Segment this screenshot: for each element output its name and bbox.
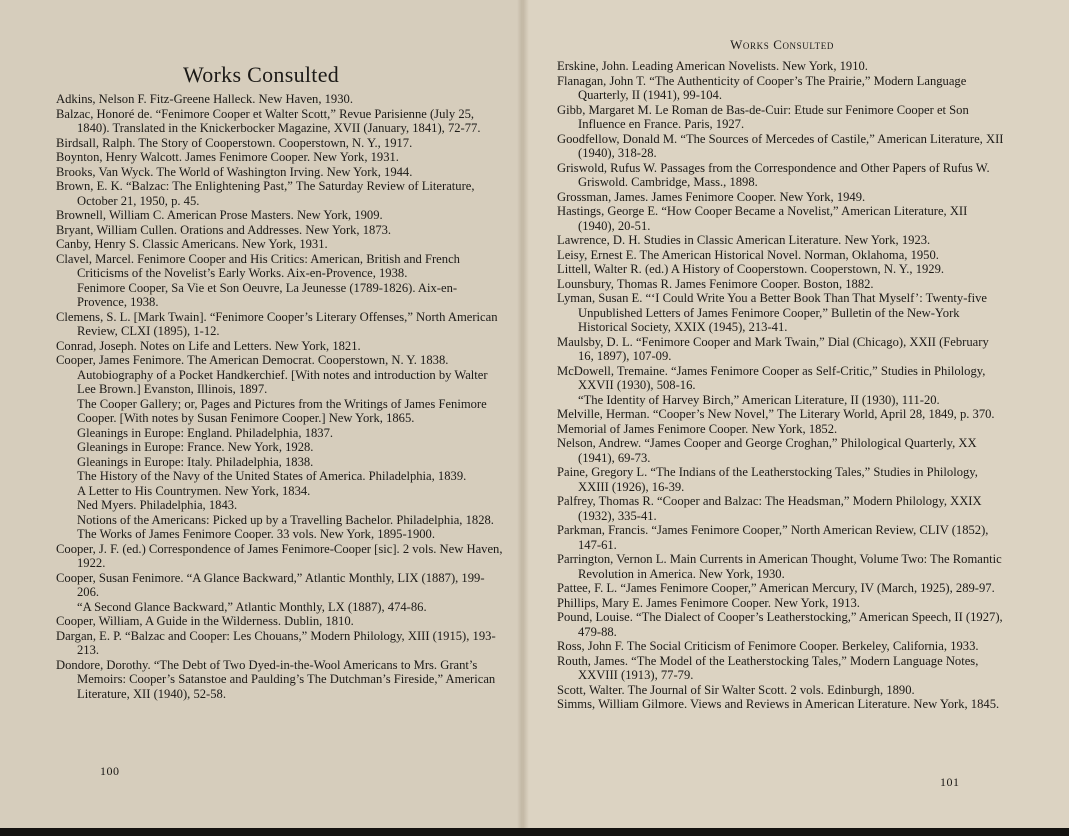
bibliography-entry: Erskine, John. Leading American Novelists. New York, 1910. [557,59,868,73]
bibliography-entry: Gleanings in Europe: France. New York, 1928. [77,440,314,454]
bibliography-entry: Palfrey, Thomas R. “Cooper and Balzac: The Headsman,” Modern Philology, XXIX (1932), 335-41. [557,494,982,523]
scan-edge [0,828,1069,836]
bibliography-entry: A Letter to His Countrymen. New York, 1834. [77,483,311,498]
bibliography-entry: Flanagan, John T. “The Authenticity of Cooper’s The Prairie,” Modern Language Quarterly, II (1941), 99-104. [557,73,967,102]
bibliography-entry: “The Identity of Harvey Birch,” American Literature, II (1930), 111-20. [578,392,940,407]
page-number-right: 101 [940,775,960,789]
bibliography-entry: Leisy, Ernest E. The American Historical Novel. Norman, Oklahoma, 1950. [557,247,939,262]
bibliography-entry: Cooper, J. F. (ed.) Correspondence of James Fenimore-Cooper [sic]. 2 vols. New Haven, 1922. [56,541,503,570]
bibliography-entry: Ned Myers. Philadelphia, 1843. [77,498,238,512]
bibliography-entry: Brown, E. K. “Balzac: The Enlightening Past,” The Saturday Review of Literature, October 21, 1950, p. 45. [56,179,475,208]
bibliography-entry: Lounsbury, Thomas R. James Fenimore Cooper. Boston, 1882. [557,276,874,291]
bibliography-entry: Bryant, William Cullen. Orations and Addresses. New York, 1873. [56,222,392,237]
bibliography-entry: Littell, Walter R. (ed.) A History of Cooperstown. Cooperstown, N. Y., 1929. [557,262,945,276]
left-page [0,0,522,828]
bibliography-entry: Parkman, Francis. “James Fenimore Cooper,” North American Review, CLIV (1852), 147-61. [557,523,989,552]
page-title: Works Consulted [182,62,340,87]
bibliography-entry: Pattee, F. L. “James Fenimore Cooper,” American Mercury, IV (March, 1925), 289-97. [557,581,995,595]
bibliography-entry: Ross, John F. The Social Criticism of Fenimore Cooper. Berkeley, California, 1933. [557,639,979,653]
book-gutter [517,0,529,828]
bibliography-entry: Parrington, Vernon L. Main Currents in American Thought, Volume Two: The Romantic Revolution in America. New York, 1930. [557,552,1002,581]
bibliography-entry: Cooper, William, A Guide in the Wilderness. Dublin, 1810. [56,614,354,628]
bibliography-entry: Boynton, Henry Walcott. James Fenimore Cooper. New York, 1931. [56,150,399,164]
bibliography-entry: Routh, James. “The Model of the Leatherstocking Tales,” Modern Language Notes, XXVIII (1913), 77-79. [557,653,979,682]
bibliography-entry: The History of the Navy of the United States of America. Philadelphia, 1839. [77,469,467,483]
bibliography-entry: Gleanings in Europe: England. Philadelphia, 1837. [77,425,334,440]
bibliography-entry: The Works of James Fenimore Cooper. 33 vols. New York, 1895-1900. [77,527,435,541]
bibliography-entry: Phillips, Mary E. James Fenimore Cooper. New York, 1913. [557,595,860,610]
bibliography-entry: Fenimore Cooper, Sa Vie et Son Oeuvre, La Jeunesse (1789-1826). Aix-en-Provence, 1938. [77,280,458,309]
bibliography-entry: Griswold, Rufus W. Passages from the Correspondence and Other Papers of Rufus W. Griswold. Cambridge, Mass., 1898. [557,160,990,189]
bibliography-entry: Melville, Herman. “Cooper’s New Novel,” The Literary World, April 28, 1849, p. 370. [557,407,995,421]
bibliography-entry: Lyman, Susan E. “‘I Could Write You a Better Book Than That Myself’: Twenty-five Unpublished Letters of James Fenimore Cooper,” Bulletin of the New-York Historical Society, XXIX (1945), 213-41. [557,291,987,334]
bibliography-entry: Canby, Henry S. Classic Americans. New York, 1931. [56,237,328,251]
bibliography-entry: Goodfellow, Donald M. “The Sources of Mercedes of Castile,” American Literature, XII (1940), 318-28. [557,131,1004,160]
bibliography-list-left [56,92,504,701]
bibliography-entry: Adkins, Nelson F. Fitz-Greene Halleck. New Haven, 1930. [56,92,353,106]
bibliography-entry: Notions of the Americans: Picked up by a Travelling Bachelor. Philadelphia, 1828. [77,512,494,527]
bibliography-entry: Grossman, James. James Fenimore Cooper. New York, 1949. [557,189,866,204]
bibliography-entry: Clemens, S. L. [Mark Twain]. “Fenimore Cooper’s Literary Offenses,” North American Review, CLXI (1895), 1-12. [56,309,498,338]
bibliography-entry: Brownell, William C. American Prose Masters. New York, 1909. [56,208,383,222]
bibliography-entry: Cooper, James Fenimore. The American Democrat. Cooperstown, N. Y. 1838. [56,353,449,367]
running-head: Works Consulted [730,37,834,52]
bibliography-entry: Gleanings in Europe: Italy. Philadelphia, 1838. [77,454,314,469]
bibliography-entry: The Cooper Gallery; or, Pages and Pictures from the Writings of James Fenimore Cooper. [With notes by Susan Fenimore Cooper.] New York, 1865. [77,396,487,425]
bibliography-entry: Dondore, Dorothy. “The Debt of Two Dyed-in-the-Wool Americans to Mrs. Grant’s Memoirs: Cooper’s Satanstoe and Paulding’s The Dutchman’s Fireside,” American Literature, XII (1940), 52-58. [56,657,496,701]
bibliography-entry: Autobiography of a Pocket Handkerchief. [With notes and introduction by Walter Lee Brown.] Evanston, Illinois, 1897. [77,367,488,396]
bibliography-entry: Paine, Gregory L. “The Indians of the Leatherstocking Tales,” Studies in Philology, XXIII (1926), 16-39. [557,465,978,494]
bibliography-entry: Scott, Walter. The Journal of Sir Walter Scott. 2 vols. Edinburgh, 1890. [557,682,915,697]
bibliography-entry: Balzac, Honoré de. “Fenimore Cooper et Walter Scott,” Revue Parisienne (July 25, 1840). Translated in the Knickerbocker Magazine, XVII (January, 1841), 72-77. [56,106,481,135]
bibliography-entry: Clavel, Marcel. Fenimore Cooper and His Critics: American, British and French Criticisms of the Novelist’s Early Works. Aix-en-Provence, 1938. [56,251,460,280]
bibliography-entry: Lawrence, D. H. Studies in Classic American Literature. New York, 1923. [557,233,931,247]
bibliography-entry: Memorial of James Fenimore Cooper. New York, 1852. [557,421,838,436]
bibliography-entry: McDowell, Tremaine. “James Fenimore Cooper as Self-Critic,” Studies in Philology, XXVII (1930), 508-16. [557,363,986,392]
bibliography-entry: Nelson, Andrew. “James Cooper and George Croghan,” Philological Quarterly, XX (1941), 69-73. [557,436,977,465]
bibliography-entry: Brooks, Van Wyck. The World of Washington Irving. New York, 1944. [56,164,413,179]
bibliography-entry: Simms, William Gilmore. Views and Reviews in American Literature. New York, 1845. [557,697,1000,711]
bibliography-entry: Maulsby, D. L. “Fenimore Cooper and Mark Twain,” Dial (Chicago), XXII (February 16, 1897), 107-09. [557,334,989,363]
bibliography-entry: Pound, Louise. “The Dialect of Cooper’s Leatherstocking,” American Speech, II (1927), 479-88. [557,610,1003,639]
bibliography-entry: Cooper, Susan Fenimore. “A Glance Backward,” Atlantic Monthly, LIX (1887), 199-206. [56,570,485,599]
page-number-left: 100 [100,764,120,778]
bibliography-list-right [557,59,1007,712]
bibliography-entry: Birdsall, Ralph. The Story of Cooperstown. Cooperstown, N. Y., 1917. [56,135,413,150]
right-page [522,0,1069,828]
bibliography-entry: Dargan, E. P. “Balzac and Cooper: Les Chouans,” Modern Philology, XIII (1915), 193-213. [56,628,496,657]
bibliography-entry: “A Second Glance Backward,” Atlantic Monthly, LX (1887), 474-86. [77,599,427,614]
bibliography-entry: Conrad, Joseph. Notes on Life and Letters. New York, 1821. [56,338,361,353]
bibliography-entry: Hastings, George E. “How Cooper Became a Novelist,” American Literature, XII (1940), 20-51. [557,204,968,233]
bibliography-entry: Gibb, Margaret M. Le Roman de Bas-de-Cuir: Etude sur Fenimore Cooper et Son Influence en France. Paris, 1927. [557,102,969,131]
